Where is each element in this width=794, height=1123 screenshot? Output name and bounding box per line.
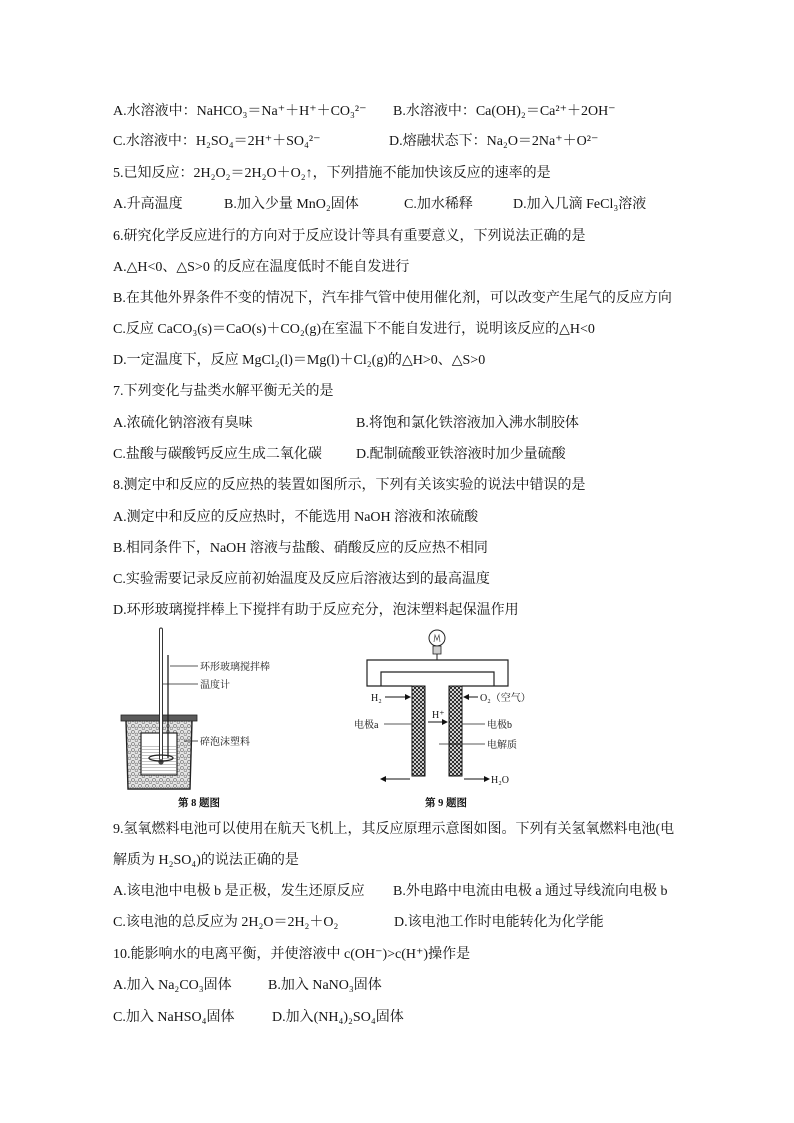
question-10-option-b: B.加入 NaNO₃固体	[268, 978, 382, 993]
question-5-option-d: D.加入几滴 FeCl₃溶液	[513, 197, 647, 212]
figure-8-calorimeter	[110, 622, 280, 817]
electrolyte-region	[425, 686, 449, 776]
circuit-wire-inner	[381, 672, 494, 686]
question-6-option-b: B.在其他外界条件不变的情况下，汽车排气管中使用催化剂，可以改变产生尾气的反应方向	[113, 291, 672, 306]
question-4-option-d: D.熔融状态下：Na₂O＝2Na⁺＋O²⁻	[389, 134, 599, 149]
question-7-option-c: C.盐酸与碳酸钙反应生成二氧化碳	[113, 447, 322, 462]
question-7-option-b: B.将饱和氯化铁溶液加入沸水制胶体	[356, 416, 579, 431]
question-9-option-b: B.外电路中电流由电极 a 通过导线流向电极 b	[393, 884, 668, 899]
question-9-option-c: C.该电池的总反应为 2H₂O＝2H₂＋O₂	[113, 915, 339, 930]
question-5-option-a: A.升高温度	[113, 197, 183, 212]
question-9-option-d: D.该电池工作时电能转化为化学能	[394, 915, 604, 930]
question-7-stem: 7.下列变化与盐类水解平衡无关的是	[113, 384, 334, 399]
figure-9-caption: 第 9 题图	[425, 798, 467, 809]
question-4-option-b: B.水溶液中：Ca(OH)₂＝Ca²⁺＋2OH⁻	[393, 104, 616, 119]
thermometer-bulb	[158, 759, 163, 764]
foam-label: 碎泡沫塑料	[200, 737, 250, 748]
electrode-a-label: 电极a	[354, 720, 379, 731]
bulb-base	[433, 646, 441, 654]
question-4-option-a: A.水溶液中：NaHCO₃＝Na⁺＋H⁺＋CO₃²⁻	[113, 104, 367, 119]
figure-9-fuel-cell	[345, 622, 535, 817]
bulb-icon	[429, 630, 445, 646]
question-8-option-b: B.相同条件下，NaOH 溶液与盐酸、硝酸反应的反应热不相同	[113, 541, 488, 556]
figure-8-caption: 第 8 题图	[178, 798, 220, 809]
circuit-wire-outer	[367, 660, 508, 686]
question-7-option-a: A.浓硫化钠溶液有臭味	[113, 416, 253, 431]
question-8-stem: 8.测定中和反应的反应热的装置如图所示，下列有关该实验的说法中错误的是	[113, 478, 586, 493]
electrolyte-label: 电解质	[487, 740, 517, 751]
question-7-option-d: D.配制硫酸亚铁溶液时加少量硫酸	[356, 447, 566, 462]
question-10-option-a: A.加入 Na₂CO₃固体	[113, 978, 232, 993]
question-6-option-d: D.一定温度下，反应 MgCl₂(l)＝Mg(l)＋Cl₂(g)的△H>0、△S>0	[113, 353, 486, 368]
question-9-stem-line-1: 9.氢氧燃料电池可以使用在航天飞机上，其反应原理示意图如图。下列有关氢氧燃料电池(电	[113, 822, 675, 837]
h2o-label: H₂O	[491, 775, 509, 786]
question-8-option-d: D.环形玻璃搅拌棒上下搅拌有助于反应充分，泡沫塑料起保温作用	[113, 603, 519, 618]
electrode-a	[412, 686, 425, 776]
question-8-option-a: A.测定中和反应的反应热时，不能选用 NaOH 溶液和浓硫酸	[113, 510, 479, 525]
question-6-option-c: C.反应 CaCO₃(s)＝CaO(s)＋CO₂(g)在室温下不能自发进行，说明该反应的△H<0	[113, 322, 595, 337]
question-5-stem: 5.已知反应：2H₂O₂＝2H₂O＋O₂↑，下列措施不能加快该反应的速率的是	[113, 166, 551, 181]
h2-label: H₂	[371, 693, 382, 704]
electrode-b	[449, 686, 462, 776]
question-8-option-c: C.实验需要记录反应前初始温度及反应后溶液达到的最高温度	[113, 572, 490, 587]
question-10-stem: 10.能影响水的电离平衡，并使溶液中 c(OH⁻)>c(H⁺)操作是	[113, 947, 471, 962]
stirrer-label: 环形玻璃搅拌棒	[200, 662, 270, 673]
question-10-option-c: C.加入 NaHSO₄固体	[113, 1010, 235, 1025]
question-4-option-c: C.水溶液中：H₂SO₄＝2H⁺＋SO₄²⁻	[113, 134, 321, 149]
question-6-option-a: A.△H<0、△S>0 的反应在温度低时不能自发进行	[113, 260, 410, 275]
h-ion-label: H⁺	[432, 710, 445, 721]
o2-label: O₂（空气）	[480, 693, 531, 704]
question-9-option-a: A.该电池中电极 b 是正极，发生还原反应	[113, 884, 365, 899]
question-9-stem-line-2: 解质为 H₂SO₄)的说法正确的是	[113, 853, 299, 868]
electrode-b-label: 电极b	[487, 720, 512, 731]
question-6-stem: 6.研究化学反应进行的方向对于反应设计等具有重要意义，下列说法正确的是	[113, 229, 586, 244]
thermometer-label: 温度计	[200, 680, 230, 691]
question-10-option-d: D.加入(NH₄)₂SO₄固体	[272, 1010, 404, 1025]
beaker-lid	[121, 715, 197, 721]
question-5-option-c: C.加水稀释	[404, 197, 473, 212]
question-5-option-b: B.加入少量 MnO₂固体	[224, 197, 359, 212]
thermometer	[160, 628, 163, 760]
